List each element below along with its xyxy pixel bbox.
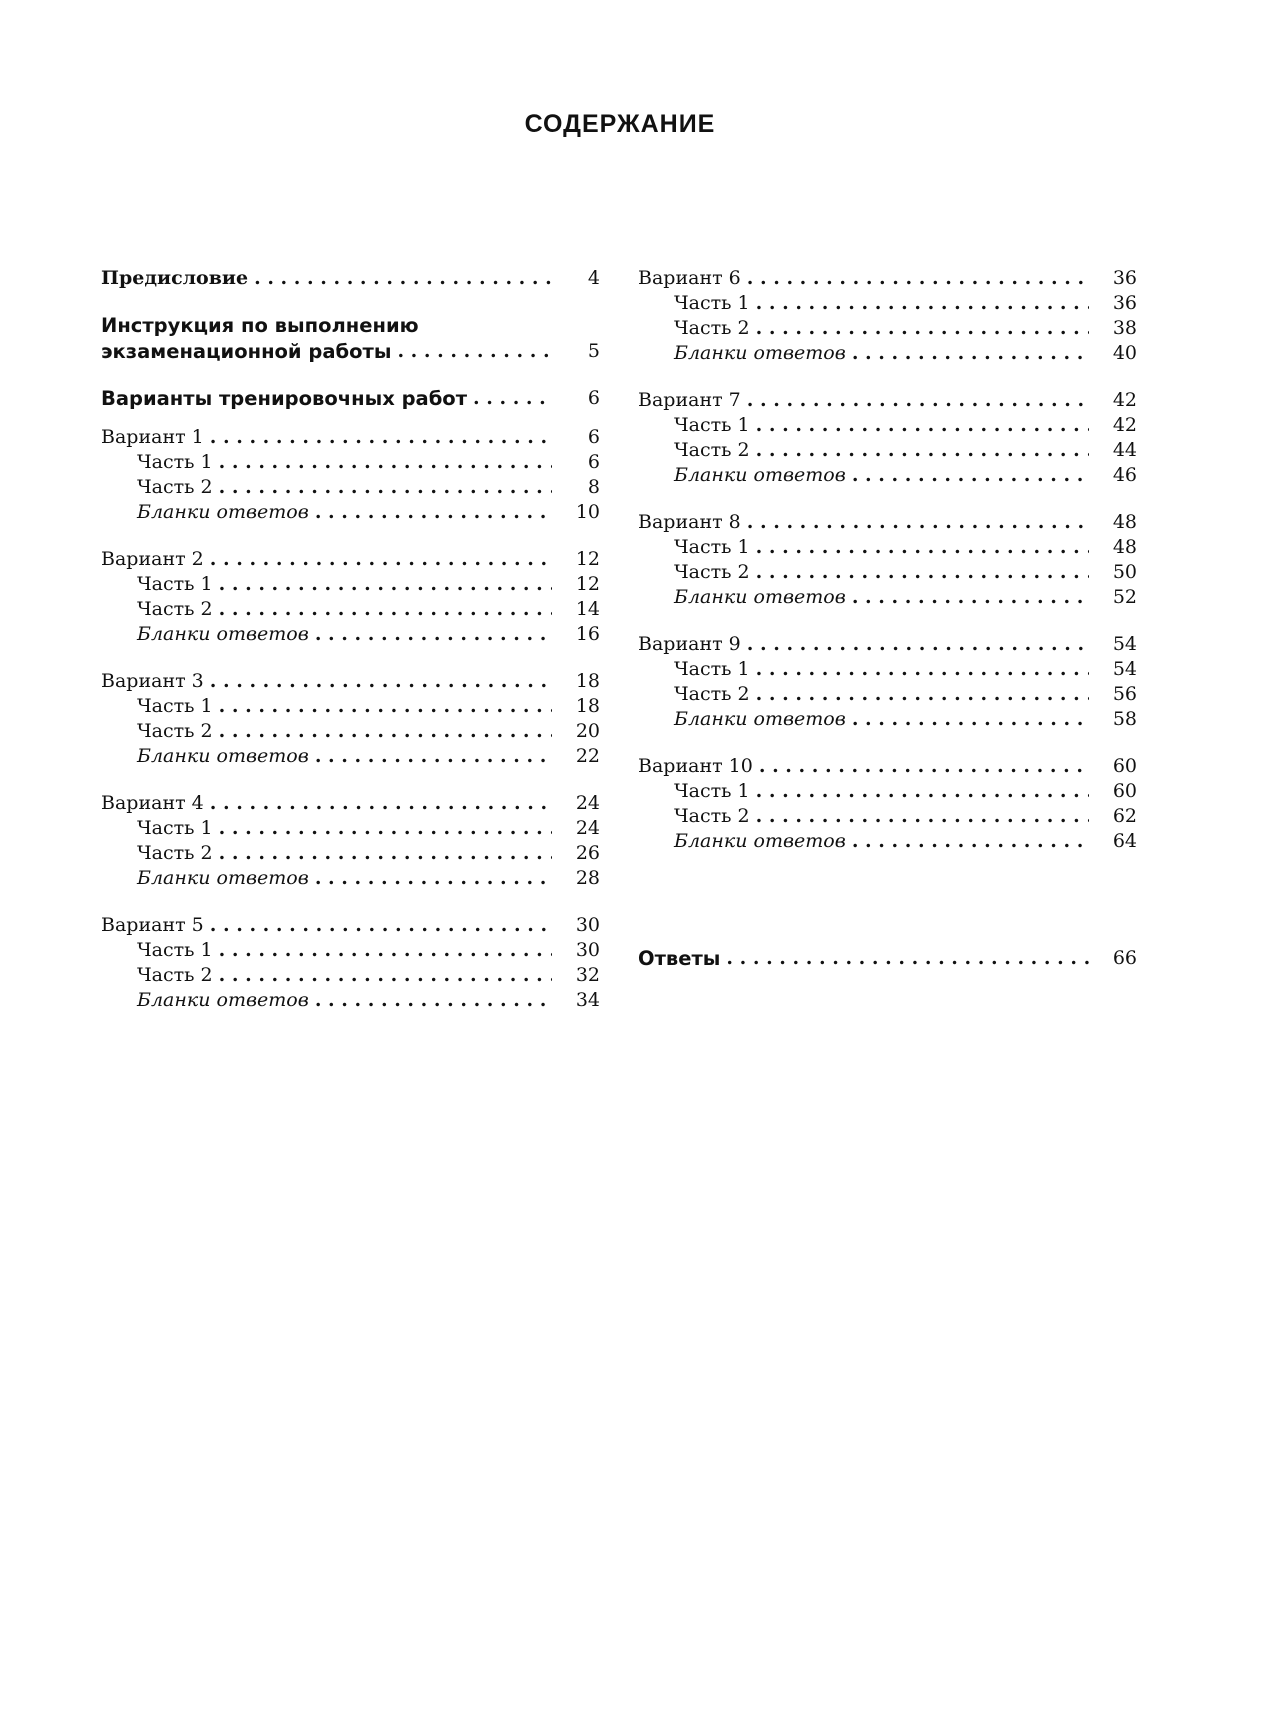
dot-leader: [756, 413, 1089, 438]
toc-entry[interactable]: [101, 963, 600, 988]
toc-label: Вариант 8: [638, 511, 741, 533]
toc-variant-4: [101, 791, 600, 891]
toc-label: Бланки ответов: [137, 745, 309, 767]
toc-entry-answers[interactable]: [638, 946, 1137, 971]
dot-leader: [210, 669, 552, 694]
toc-entry[interactable]: [638, 560, 1137, 585]
toc-page-number: 54: [1112, 633, 1137, 655]
dot-leader: [219, 450, 552, 475]
toc-page-number: 28: [575, 867, 600, 889]
toc-label: Часть 1: [674, 780, 750, 802]
toc-label: Часть 1: [137, 573, 213, 595]
dot-leader: [852, 463, 1089, 488]
toc-label: Часть 2: [674, 561, 750, 583]
toc-label: Часть 2: [674, 683, 750, 705]
toc-page-number: 6: [587, 387, 600, 409]
toc-page-number: 14: [575, 598, 600, 620]
toc-page-number: 60: [1112, 755, 1137, 777]
toc-label: Вариант 1: [101, 426, 204, 448]
toc-entry[interactable]: [638, 682, 1137, 707]
toc-page-number: 52: [1112, 586, 1137, 608]
toc-variant-5: [101, 913, 600, 1013]
toc-page-number: 54: [1112, 658, 1137, 680]
toc-page-number: 42: [1112, 414, 1137, 436]
toc-entry[interactable]: [638, 585, 1137, 610]
toc-label: Вариант 7: [638, 389, 741, 411]
toc-page-number: 24: [575, 792, 600, 814]
toc-left-column: [101, 266, 600, 1035]
toc-label: Часть 1: [137, 451, 213, 473]
toc-page-number: 5: [587, 340, 600, 362]
toc-entry[interactable]: [638, 829, 1137, 854]
dot-leader: [473, 386, 552, 411]
toc-label: Часть 2: [137, 842, 213, 864]
toc-label: Вариант 3: [101, 670, 204, 692]
toc-entry[interactable]: [638, 779, 1137, 804]
toc-label: Ответы: [638, 947, 721, 970]
toc-page-number: 12: [575, 548, 600, 570]
toc-variant-1: [101, 425, 600, 525]
toc-entry[interactable]: [638, 388, 1137, 413]
toc-entry[interactable]: [101, 669, 600, 694]
toc-label-line2: экзаменационной работы: [101, 340, 392, 363]
toc-page-number: 66: [1112, 947, 1137, 969]
toc-variant-6: [638, 266, 1137, 366]
dot-leader: [747, 388, 1089, 413]
toc-label: Часть 1: [674, 292, 750, 314]
toc-entry-preface[interactable]: [101, 266, 600, 291]
toc-entry[interactable]: [101, 694, 600, 719]
toc-label: Часть 1: [137, 817, 213, 839]
toc-label: Часть 2: [137, 964, 213, 986]
dot-leader: [219, 597, 552, 622]
dot-leader: [756, 438, 1089, 463]
dot-leader: [219, 938, 552, 963]
toc-entry[interactable]: [101, 719, 600, 744]
toc-entry[interactable]: [638, 413, 1137, 438]
toc-label: Предисловие: [101, 267, 249, 289]
toc-page-number: 40: [1112, 342, 1137, 364]
toc-label: Бланки ответов: [674, 464, 846, 486]
dot-leader: [210, 791, 552, 816]
dot-leader: [219, 963, 552, 988]
toc-page-number: 22: [575, 745, 600, 767]
dot-leader: [219, 841, 552, 866]
toc-label: Бланки ответов: [137, 623, 309, 645]
dot-leader: [852, 829, 1089, 854]
toc-label: Бланки ответов: [674, 586, 846, 608]
dot-leader: [747, 266, 1089, 291]
toc-entry[interactable]: [638, 266, 1137, 291]
toc-label: Вариант 10: [638, 755, 753, 777]
toc-page-number: 48: [1112, 511, 1137, 533]
dot-leader: [756, 804, 1089, 829]
toc-label: Часть 2: [674, 317, 750, 339]
dot-leader: [759, 754, 1089, 779]
toc-entry[interactable]: [101, 744, 600, 769]
toc-entry-instruction[interactable]: [101, 313, 600, 364]
toc-page-number: 6: [587, 451, 600, 473]
toc-label: Бланки ответов: [674, 342, 846, 364]
toc-variant-2: [101, 547, 600, 647]
toc-entry[interactable]: [101, 866, 600, 891]
toc-entry[interactable]: [101, 841, 600, 866]
dot-leader: [756, 779, 1089, 804]
dot-leader: [756, 535, 1089, 560]
dot-leader: [756, 291, 1089, 316]
dot-leader: [219, 816, 552, 841]
toc-label: Варианты тренировочных работ: [101, 387, 468, 410]
toc-page-number: 18: [575, 695, 600, 717]
toc-label: Часть 1: [674, 536, 750, 558]
page-title: СОДЕРЖАНИЕ: [524, 110, 716, 138]
toc-page-number: 18: [575, 670, 600, 692]
toc-entry[interactable]: [638, 510, 1137, 535]
toc-page-number: 56: [1112, 683, 1137, 705]
toc-page-number: 50: [1112, 561, 1137, 583]
toc-page-number: 44: [1112, 439, 1137, 461]
toc-page-number: 36: [1112, 292, 1137, 314]
toc-entry[interactable]: [638, 291, 1137, 316]
dot-leader: [210, 425, 552, 450]
dot-leader: [397, 339, 552, 364]
toc-entry[interactable]: [101, 816, 600, 841]
dot-leader: [219, 694, 552, 719]
toc-label: Часть 2: [137, 476, 213, 498]
toc-entry[interactable]: [101, 475, 600, 500]
toc-page-number: 64: [1112, 830, 1137, 852]
dot-leader: [219, 719, 552, 744]
toc-page-number: 16: [575, 623, 600, 645]
dot-leader: [315, 988, 552, 1013]
toc-entry[interactable]: [638, 707, 1137, 732]
dot-leader: [756, 682, 1089, 707]
dot-leader: [315, 622, 552, 647]
toc-page-number: 24: [575, 817, 600, 839]
toc-page-number: 58: [1112, 708, 1137, 730]
toc-label: Часть 2: [674, 805, 750, 827]
toc-page-number: 38: [1112, 317, 1137, 339]
toc-page-number: 8: [587, 476, 600, 498]
toc-page-number: 30: [575, 939, 600, 961]
toc-right-column: [638, 266, 1137, 993]
toc-page-number: 26: [575, 842, 600, 864]
toc-page-number: 30: [575, 914, 600, 936]
toc-label: Вариант 5: [101, 914, 204, 936]
toc-page-number: 62: [1112, 805, 1137, 827]
dot-leader: [852, 585, 1089, 610]
toc-label: Вариант 2: [101, 548, 204, 570]
toc-entry[interactable]: [101, 425, 600, 450]
dot-leader: [726, 946, 1089, 971]
toc-variant-3: [101, 669, 600, 769]
toc-label: Бланки ответов: [137, 867, 309, 889]
toc-page-number: 20: [575, 720, 600, 742]
toc-entry[interactable]: [638, 316, 1137, 341]
toc-page-number: 32: [575, 964, 600, 986]
spacer: [638, 876, 1137, 946]
toc-entry[interactable]: [638, 463, 1137, 488]
toc-entry[interactable]: [101, 938, 600, 963]
dot-leader: [315, 866, 552, 891]
dot-leader: [219, 572, 552, 597]
toc-page-number: 6: [587, 426, 600, 448]
toc-label: Бланки ответов: [137, 989, 309, 1011]
toc-page-number: 42: [1112, 389, 1137, 411]
toc-label: Часть 2: [674, 439, 750, 461]
toc-page-number: 46: [1112, 464, 1137, 486]
toc-page-number: 34: [575, 989, 600, 1011]
dot-leader: [315, 744, 552, 769]
toc-page-number: 12: [575, 573, 600, 595]
dot-leader: [210, 547, 552, 572]
dot-leader: [254, 266, 552, 291]
toc-label: Бланки ответов: [674, 830, 846, 852]
toc-label: Вариант 9: [638, 633, 741, 655]
toc-label: Бланки ответов: [674, 708, 846, 730]
toc-entry[interactable]: [101, 597, 600, 622]
toc-entry[interactable]: [638, 341, 1137, 366]
dot-leader: [756, 316, 1089, 341]
toc-label-line1: Инструкция по выполнению: [101, 314, 419, 337]
toc-variant-9: [638, 632, 1137, 732]
toc-page-number: 36: [1112, 267, 1137, 289]
toc-variant-10: [638, 754, 1137, 854]
toc-page-number: 48: [1112, 536, 1137, 558]
toc-variant-8: [638, 510, 1137, 610]
toc-entry[interactable]: [638, 535, 1137, 560]
dot-leader: [747, 632, 1089, 657]
dot-leader: [315, 500, 552, 525]
dot-leader: [852, 341, 1089, 366]
toc-entry[interactable]: [638, 754, 1137, 779]
toc-entry[interactable]: [638, 804, 1137, 829]
toc-entry[interactable]: [638, 657, 1137, 682]
toc-label: Бланки ответов: [137, 501, 309, 523]
toc-page-number: 4: [587, 267, 600, 289]
toc-entry[interactable]: [101, 500, 600, 525]
toc-entry-variants-header[interactable]: [101, 386, 600, 411]
dot-leader: [756, 560, 1089, 585]
toc-entry[interactable]: [638, 632, 1137, 657]
toc-entry[interactable]: [101, 547, 600, 572]
toc-label: Часть 1: [674, 414, 750, 436]
toc-entry[interactable]: [638, 438, 1137, 463]
toc-label: Вариант 6: [638, 267, 741, 289]
toc-entry[interactable]: [101, 572, 600, 597]
toc-label: Вариант 4: [101, 792, 204, 814]
toc-label: Часть 1: [674, 658, 750, 680]
toc-entry[interactable]: [101, 791, 600, 816]
toc-variant-7: [638, 388, 1137, 488]
toc-label: Часть 2: [137, 720, 213, 742]
dot-leader: [210, 913, 552, 938]
toc-page-number: 10: [575, 501, 600, 523]
toc-label: Часть 1: [137, 939, 213, 961]
toc-entry[interactable]: [101, 450, 600, 475]
dot-leader: [219, 475, 552, 500]
toc-page-number: 60: [1112, 780, 1137, 802]
toc-entry[interactable]: [101, 988, 600, 1013]
toc-label: Часть 2: [137, 598, 213, 620]
toc-label: Часть 1: [137, 695, 213, 717]
toc-entry[interactable]: [101, 913, 600, 938]
dot-leader: [747, 510, 1089, 535]
dot-leader: [756, 657, 1089, 682]
dot-leader: [852, 707, 1089, 732]
toc-entry[interactable]: [101, 622, 600, 647]
